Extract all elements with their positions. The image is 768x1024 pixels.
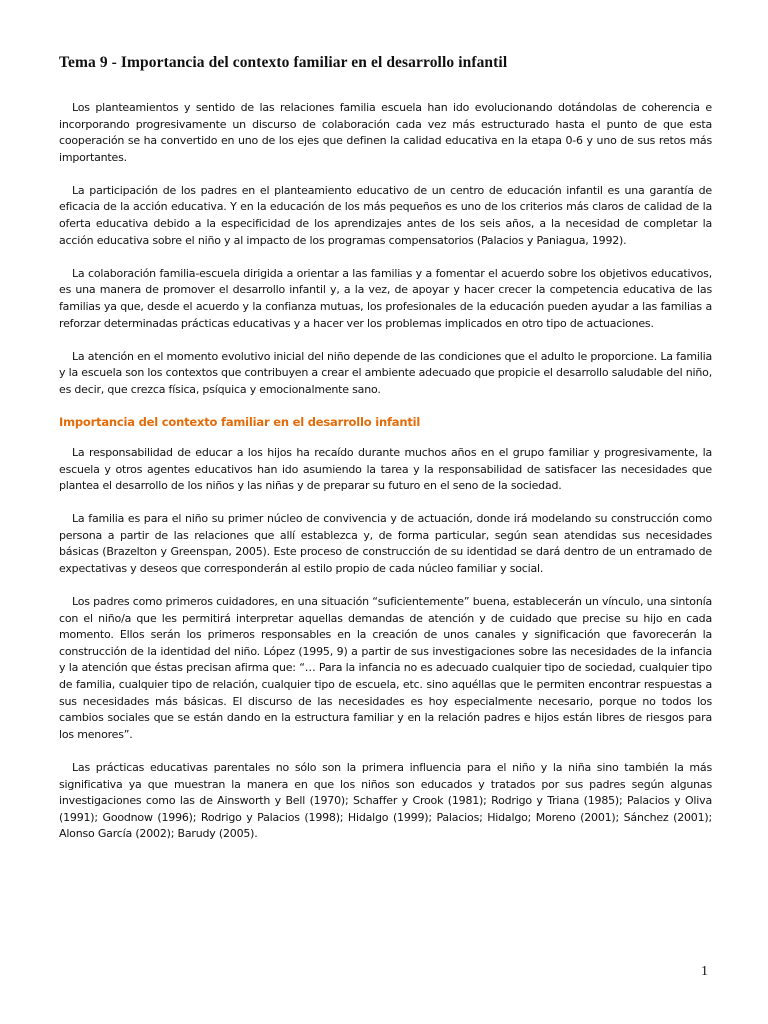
paragraph-8: Las prácticas educativas parentales no sólo son la primera influencia para el niño y la niña sino también la más significativa ya que muestran la manera en que los niños son educados y tratados por sus padres según algunas investigaciones como las de Ainsworth y Bell (1970); Schaffer y Crook (1981); Rodrigo y Triana (1985); Palacios y Oliva (1991); Goodnow (1996); Rodrigo y Palacios (1998); Hidalgo (1999); Palacios; Hidalgo; Moreno (2001); Sánchez (2001); Alonso García (2002); Barudy (2005). (59, 760, 712, 841)
paragraph-6: La familia es para el niño su primer núcleo de convivencia y de actuación, donde irá modelando su construcción como persona a partir de las relaciones que allí establezca y, de forma particular, según sean atendidas sus necesidades básicas (Brazelton y Greenspan, 2005). Este proceso de construcción de su identidad se dará dentro de un entramado de expectativas y deseos que corresponderán al estilo propio de cada núcleo familiar y social. (59, 512, 712, 575)
paragraph-1: Los planteamientos y sentido de las relaciones familia escuela han ido evolucionando dotándolas de coherencia e incorporando progresivamente un discurso de colaboración cada vez más estructurado hasta el punto de que esta cooperación se ha convertido en uno de los ejes que definen la calidad educativa en la etapa 0-6 y uno de sus retos más importantes. (59, 101, 712, 164)
section-heading: Importancia del contexto familiar en el desarrollo infantil (59, 414, 421, 429)
page-number: 1 (701, 964, 708, 979)
paragraph-7: Los padres como primeros cuidadores, en una situación “suficientemente” buena, establecerán un vínculo, una sintonía con el niño/a que les permitirá interpretar aquellas demandas de atención y de cuidado que precise su hijo en cada momento. Ellos serán los primeros responsables en la creación de unos canales y significación que favorecerán la construcción de la identidad del niño. López (1995, 9) a partir de sus investigaciones sobre las necesidades de la infancia y la atención que éstas precisan afirma que: “… Para la infancia no es adecuado cualquier tipo de sociedad, cualquier tipo de familia, cualquier tipo de relación, cualquier tipo de escuela, etc. sino aquéllas que le permiten encontrar respuestas a sus necesidades más básicas. El discurso de las necesidades es hoy especialmente necesario, porque no todos los cambios sociales que se están dando en la estructura familiar y en la relación padres e hijos están libres de riesgos para los menores”. (59, 595, 712, 741)
paragraph-3: La colaboración familia-escuela dirigida a orientar a las familias y a fomentar el acuerdo sobre los objetivos educativos, es una manera de promover el desarrollo infantil y, a la vez, de apoyar y hacer crecer la competencia educativa de las familias ya que, desde el acuerdo y la confianza mutuas, los profesionales de la educación pueden ayudar a las familias a reforzar determinadas prácticas educativas y a hacer ver los problemas implicados en otro tipo de actuaciones. (59, 266, 712, 330)
paragraph-2: La participación de los padres en el planteamiento educativo de un centro de educación infantil es una garantía de eficacia de la acción educativa. Y en la educación de los más pequeños es uno de los criterios más claros de calidad de la oferta educativa debido a la especificidad de los aprendizajes antes de los seis años, a la necesidad de completar la acción educativa sobre el niño y al impacto de los programas compensatorios (Palacios y Paniagua, 1992). (59, 183, 712, 247)
paragraph-4: La atención en el momento evolutivo inicial del niño depende de las condiciones que el adulto le proporcione. La familia y la escuela son los contextos que contribuyen a crear el ambiente adecuado que propicie el desarrollo saludable del niño, es decir, que crezca física, psíquica y emocionalmente sano. (59, 349, 712, 396)
page-title: Tema 9 - Importancia del contexto familiar en el desarrollo infantil (59, 54, 508, 71)
paragraph-5: La responsabilidad de educar a los hijos ha recaído durante muchos años en el grupo familiar y progresivamente, la escuela y otros agentes educativos han ido asumiendo la tarea y la responsabilidad de satisfacer las necesidades que plantea el desarrollo de los niños y las niñas y de preparar su futuro en el seno de la sociedad. (59, 445, 712, 493)
